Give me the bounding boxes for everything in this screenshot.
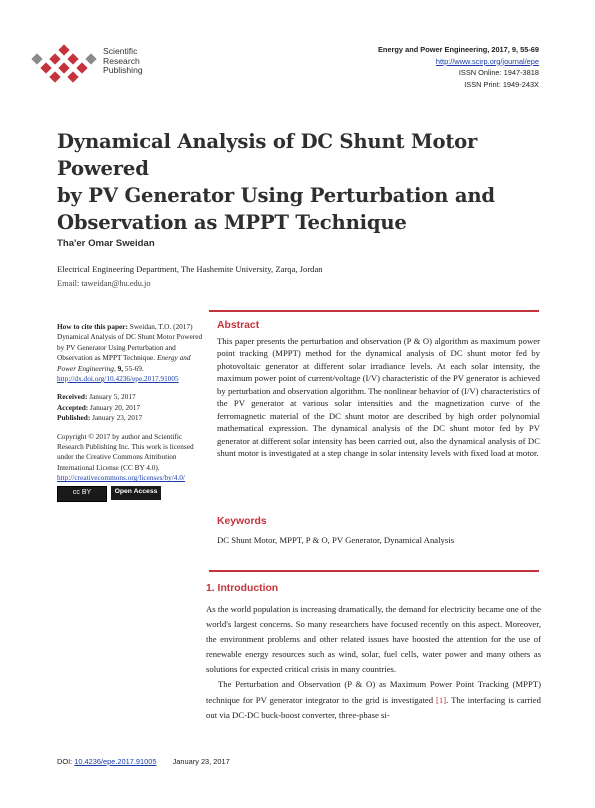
license-link[interactable]: http://creativecommons.org/licenses/by/4.0/ (57, 473, 185, 483)
footer-date: January 23, 2017 (172, 757, 230, 766)
keywords-text: DC Shunt Motor, MPPT, P & O, PV Generator, Dynamical Analysis (217, 535, 455, 545)
article-sidebar (57, 322, 205, 502)
intro-body (206, 602, 541, 723)
article-dates: Received: January 5, 2017 Accepted: January 20, 2017 Published: January 23, 2017 (57, 392, 143, 423)
reference-link[interactable]: [1] (436, 694, 447, 705)
author-name: Tha'er Omar Sweidan (57, 238, 155, 249)
keywords-heading: Keywords (217, 516, 267, 527)
license-badges (57, 486, 205, 502)
article-title: Dynamical Analysis of DC Shunt Motor Powered by PV Generator Using Perturbation and Observation as MPPT Technique (57, 130, 495, 234)
intro-divider (209, 570, 539, 572)
intro-paragraph-1: As the world population is increasing dramatically, the demand for electricity became one of the world's largest concerns. So many researchers have focused recently on this aspect. Moreover, the environment problems and other related issues have boosted the attention for the use of renewable energy resources such as wind, solar, fuel cells, water power and many others as solutions for expected critical crisis in many countries. (206, 604, 541, 675)
journal-citation: Energy and Power Engineering, 2017, 9, 55-69 (377, 45, 539, 54)
journal-info (378, 44, 539, 90)
cc-icon: cc (72, 489, 80, 497)
page-footer: DOI: 10.4236/epe.2017.91005 January 23, 2017 (57, 757, 230, 766)
open-access-badge: Open Access (111, 486, 161, 500)
issn-online: ISSN Online: 1947-3818 (458, 68, 539, 77)
copyright-notice: Copyright © 2017 by author and Scientific Research Publishing Inc. This work is licensed under the Creative Commons Attribution International License (CC BY 4.0). http://creativecommons.org/licenses/by/4.0/ (57, 431, 194, 483)
author-email[interactable]: Email: taweidan@hu.edu.jo (57, 279, 151, 288)
abstract-divider (209, 310, 539, 312)
issn-print: ISSN Print: 1949-243X (464, 79, 539, 89)
abstract-heading: Abstract (217, 320, 260, 331)
doi-link[interactable]: http://dx.doi.org/10.4236/epe.2017.91005 (57, 374, 179, 384)
by-icon: BY (81, 489, 92, 497)
affiliation: Electrical Engineering Department, The Hashemite University, Zarqa, Jordan (57, 264, 323, 274)
how-to-cite: How to cite this paper: Sweidan, T.O. (2017) Dynamical Analysis of DC Shunt Motor Powered by PV Generator Using Perturbation and Observation as MPPT Technique. Energy and Power Engineering, 9, 55-69. http://dx.doi.org/10.4236/epe.2017.91005 (57, 322, 203, 384)
intro-paragraph-2: The Perturbation and Observation (P & O) as Maximum Power Point Tracking (MPPT) technique for PV generator integrator to the grid is investigated [1]. The interfacing is carried out via DC-DC buck-boost converter, three-phase si- (206, 679, 541, 720)
intro-heading: 1. Introduction (206, 583, 279, 594)
footer-doi-link[interactable]: 10.4236/epe.2017.91005 (74, 757, 157, 766)
journal-url-link[interactable]: http://www.scirp.org/journal/epe (435, 56, 539, 66)
abstract-text: This paper presents the perturbation and observation (P & O) algorithm as maximum power point tracking (MPPT) method for the dynamical analysis of DC shunt motor fed by photovoltaic generator at different solar irradiance levels. At each solar intensity, the maximum power point of current/voltage (I/V) characteristic of the PV generator is achieved by perturbation and observation algorithm. The nonlinear behavior of (I/V) characteristics of the PV generator at various solar intensities and the magnetization curve of the ferromagnetic material of the DC shunt motor are described by high order polynomial mathematical expression. The dynamical analysis of the DC shunt motor fed by PV generator at different solar intensity has been carried out, also the dynamical analysis of DC shunt motor is investigated at a step change in solar intensity levels with fixed load at motor. (217, 336, 540, 459)
cc-by-badge[interactable] (57, 486, 107, 502)
publisher-logo (30, 44, 160, 86)
publisher-name: Scientific Research Publishing (103, 46, 143, 76)
srp-diamond-icon (30, 44, 98, 86)
